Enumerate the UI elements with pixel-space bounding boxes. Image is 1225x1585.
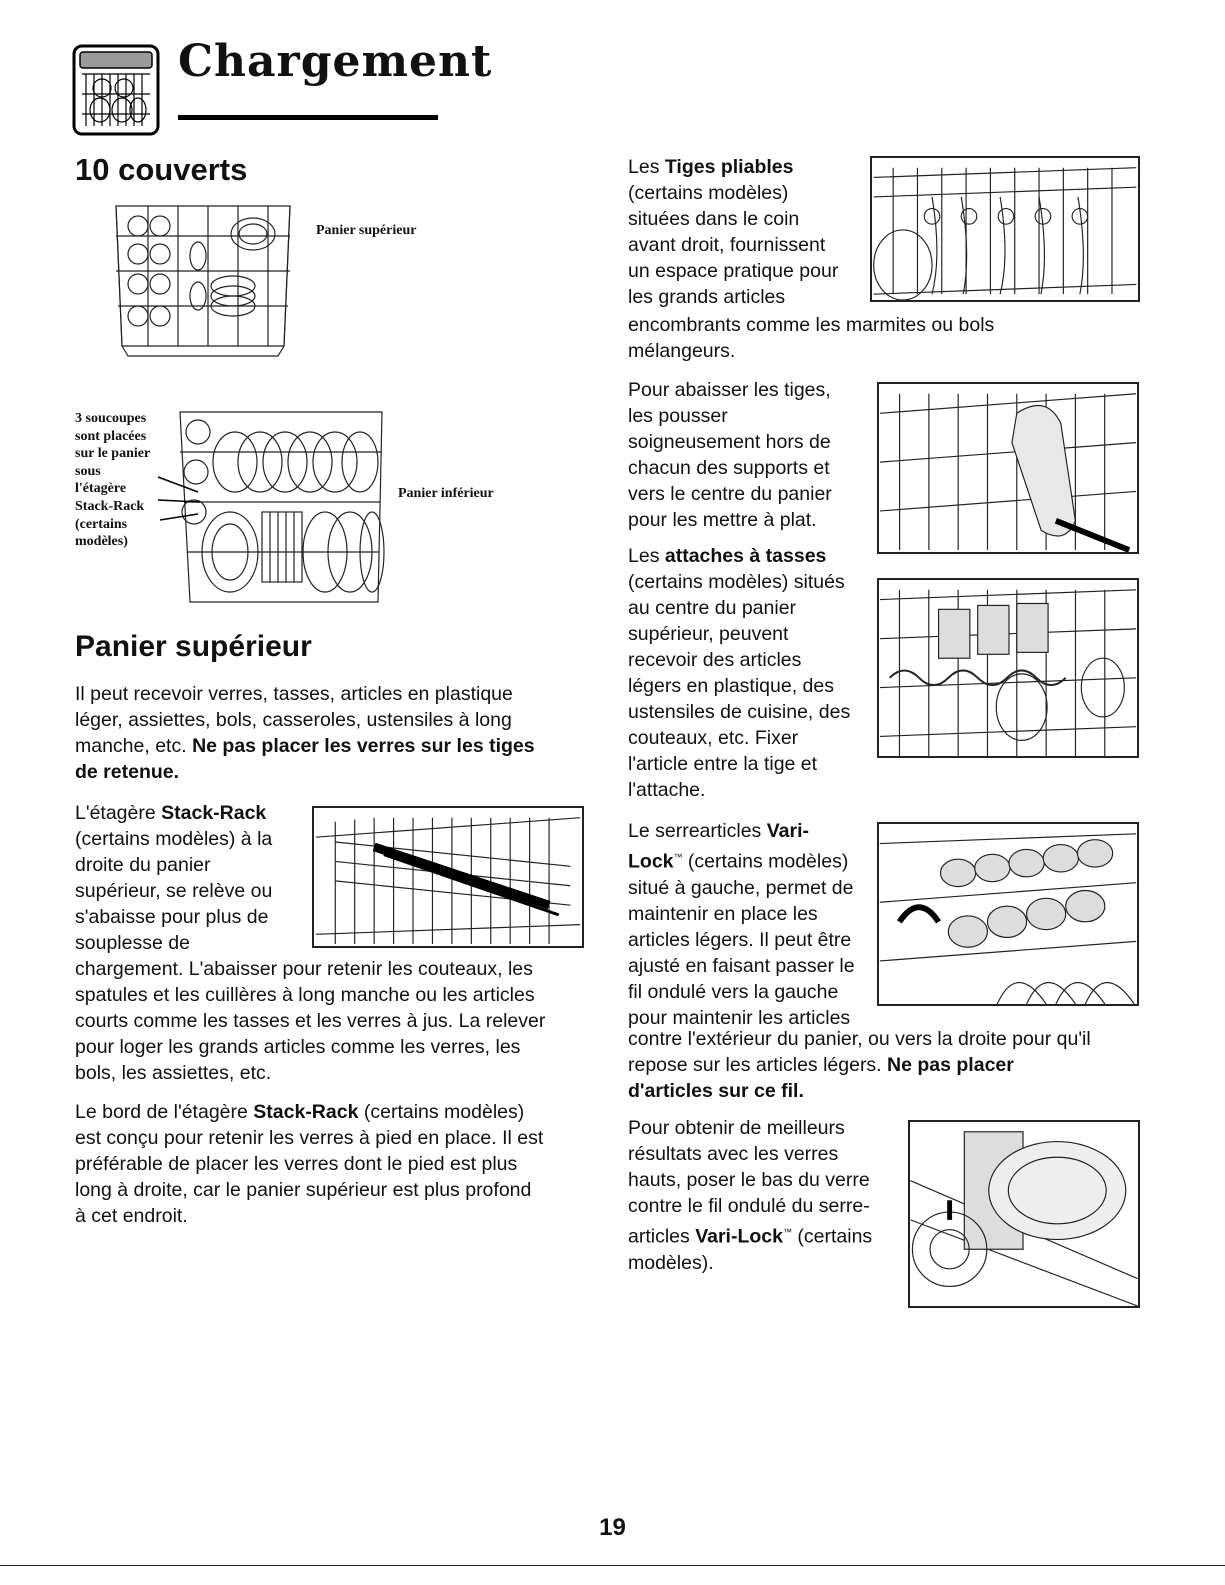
caption-line: sont placées (75, 428, 147, 444)
paragraph-vari-lock-cont: contre l'extérieur du panier, ou vers la droite pour qu'il repose sur les articles légers. Ne pas placer d'articles sur ce fil. (628, 1028, 1091, 1102)
paragraph-panier-superieur: Il peut recevoir verres, tasses, articles en plastique léger, assiettes, bols, casseroles, ustensiles à long manche, etc. Ne pas placer les verres sur les tiges de retenue. (75, 683, 535, 783)
caption-line: Stack-Rack (75, 498, 145, 514)
paragraph-verres-hauts: Pour obtenir de meilleurs résultats avec les verres hauts, poser le bas du verre contre le fil ondulé du serre- articles Vari-Lock™ (certains modèles). (628, 1117, 873, 1274)
caption-line: l'étagère (75, 481, 127, 497)
paragraph-tiges-pliables-cont: encombrants comme les marmites ou bols mélangeurs. (628, 314, 995, 362)
heading-10-couverts: 10 couverts (75, 152, 248, 187)
caption-soucoupes (75, 410, 150, 551)
paragraph-tiges-pliables: Les Tiges pliables (certains modèles) situées dans le coin avant droit, fournissent un espace pratique pour les grands articles (628, 156, 839, 308)
paragraph-vari-lock: Le serrearticles Vari- Lock™ (certains modèles) situé à gauche, permet de maintenir en place les articles légers. Il peut être ajusté en faisant passer le fil ondulé vers la gauche pour maintenir les articles (628, 820, 855, 1029)
caption-panier-superieur: Panier supérieur (316, 223, 417, 238)
tiges-pliables-illustration (870, 156, 1140, 302)
page-number: 19 (599, 1514, 626, 1541)
bottom-rule (0, 1565, 1225, 1566)
paragraph-stack-rack-bord: Le bord de l'étagère Stack-Rack (certains modèles) est conçu pour retenir les verres à pied en place. Il est préférable de placer les verres dont le pied est plus long à droite, car le panier supérieur est plus profond à cet endroit. (75, 1101, 544, 1227)
caption-panier-inferieur: Panier inférieur (398, 486, 494, 501)
upper-rack-illustration (108, 196, 298, 358)
stack-rack-illustration (312, 806, 584, 948)
paragraph-attaches-tasses: Les attaches à tasses (certains modèles) situés au centre du panier supérieur, peuvent recevoir des articles légers en plastique, des ustensiles de cuisine, des couteaux, etc. Fixer l'article entre la tige et l'attache. (628, 545, 851, 801)
page-title: Chargement (178, 36, 493, 87)
caption-line: (certains (75, 516, 128, 532)
paragraph-abaisser-tiges: Pour abaisser les tiges, les pousser soigneusement hors de chacun des supports et vers le centre du panier pour les mettre à plat. (628, 379, 832, 531)
caption-line: 3 soucoupes (75, 411, 147, 426)
title-underline (178, 115, 438, 120)
paragraph-stack-rack-cont: chargement. L'abaisser pour retenir les couteaux, les spatules et les cuillères à long manche ou les articles courts comme les tasses et les verres à jus. La relever pour loger les grands articles comme les verres, les bols, les assiettes, etc. (75, 958, 546, 1084)
dishwasher-icon (72, 44, 160, 136)
caption-line: sur le panier (75, 446, 151, 462)
abaisser-tiges-illustration (877, 382, 1139, 554)
paragraph-stack-rack: L'étagère Stack-Rack (certains modèles) à la droite du panier supérieur, se relève ou s'abaisse pour plus de souplesse de (75, 802, 273, 954)
heading-panier-superieur: Panier supérieur (75, 630, 312, 663)
verres-hauts-illustration (908, 1120, 1140, 1308)
lower-rack-illustration (150, 392, 390, 614)
caption-line: sous (75, 463, 101, 479)
attaches-tasses-illustration (877, 578, 1139, 758)
vari-lock-illustration (877, 822, 1139, 1006)
caption-line: modèles) (75, 534, 128, 550)
